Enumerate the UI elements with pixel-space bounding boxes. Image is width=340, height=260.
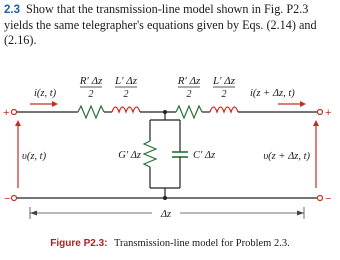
current-arrowhead-left bbox=[52, 101, 58, 107]
polarity-plus-left: + bbox=[3, 107, 10, 119]
conductance-resistor bbox=[144, 141, 156, 167]
polarity-plus-right: + bbox=[325, 107, 332, 119]
voltage-arrowhead-right bbox=[313, 120, 319, 126]
conductance-label: G′ Δz bbox=[118, 150, 141, 161]
l2-denominator: 2 bbox=[221, 89, 227, 100]
voltage-label-left: υ(z, t) bbox=[22, 151, 47, 162]
terminal-top-right bbox=[318, 110, 323, 115]
current-arrowhead-right bbox=[300, 101, 306, 107]
dz-label: Δz bbox=[160, 209, 172, 220]
l1-numerator: L′ Δz bbox=[114, 75, 138, 87]
r2-numerator: R′ Δz bbox=[177, 75, 201, 87]
inductor-2 bbox=[210, 107, 238, 112]
r2-denominator: 2 bbox=[186, 89, 192, 100]
capacitance-label: C′ Δz bbox=[193, 150, 216, 161]
terminal-bottom-left bbox=[12, 196, 17, 201]
dz-arrowhead-right bbox=[297, 211, 304, 216]
current-label-right: i(z + Δz, t) bbox=[250, 88, 295, 99]
l1-denominator: 2 bbox=[123, 89, 129, 100]
resistor-1 bbox=[78, 106, 104, 118]
resistor-2 bbox=[176, 106, 202, 118]
dz-arrowhead-left bbox=[30, 211, 37, 216]
polarity-minus-left: − bbox=[4, 193, 11, 205]
r1-denominator: 2 bbox=[88, 89, 94, 100]
voltage-arrowhead-left bbox=[15, 120, 21, 126]
inductor-1 bbox=[112, 107, 140, 112]
problem-text: Show that the transmission-line model shown in Fig. P2.3 yields the same telegrapher's equations given by Eqs. (2.14) and (2.16). bbox=[4, 2, 317, 47]
figure-caption-text: Transmission-line model for Problem 2.3. bbox=[113, 238, 290, 249]
terminal-top-left bbox=[12, 110, 17, 115]
polarity-minus-right: − bbox=[325, 193, 332, 205]
figure-caption-label: Figure P2.3: bbox=[50, 238, 108, 249]
voltage-label-right: υ(z + Δz, t) bbox=[263, 151, 310, 162]
figure-caption bbox=[0, 238, 340, 249]
problem-number: 2.3 bbox=[4, 4, 20, 16]
current-label-left: i(z, t) bbox=[34, 88, 57, 99]
l2-numerator: L′ Δz bbox=[212, 75, 236, 87]
terminal-bottom-right bbox=[318, 196, 323, 201]
r1-numerator: R′ Δz bbox=[79, 75, 103, 87]
